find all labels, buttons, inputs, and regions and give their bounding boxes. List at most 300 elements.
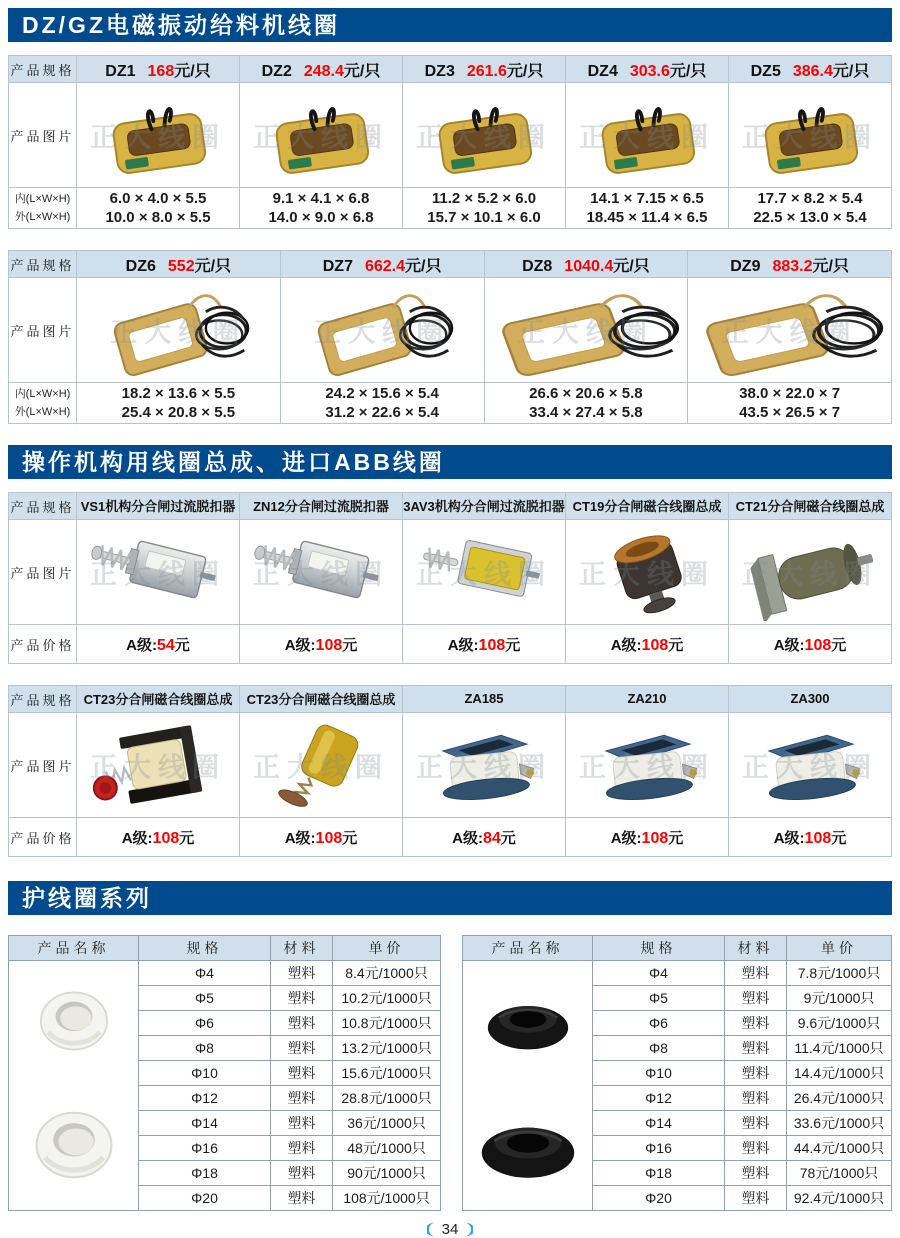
section-banner-guard xyxy=(8,881,892,915)
photo-cell-vs1 xyxy=(77,520,240,625)
inner-dims: 17.7 × 8.2 × 5.4 xyxy=(757,190,863,207)
assembly-table-2 xyxy=(8,685,892,857)
watermark-text: 正大线圈 xyxy=(314,317,451,348)
price-cell: 33.6元/1000只 xyxy=(787,1111,892,1136)
za-coil-photo xyxy=(410,718,558,814)
model-label: DZ7 xyxy=(322,257,353,275)
size-cell: Φ8 xyxy=(593,1036,725,1061)
size-cell: Φ4 xyxy=(139,961,271,986)
price-unit: 元 xyxy=(505,636,521,654)
material-cell: 塑料 xyxy=(271,1086,333,1111)
dims-dz1 xyxy=(77,188,240,229)
dz-flat-coil-photo xyxy=(696,283,884,379)
dz-flat-coil-photo xyxy=(308,283,456,379)
spec-row xyxy=(9,251,892,278)
photo-cell-za210 xyxy=(566,713,729,818)
price-amount: 54 xyxy=(157,636,175,654)
watermark-text: 正大线圈 xyxy=(253,559,389,590)
photo-row xyxy=(9,520,892,625)
dz-box-coil-photo xyxy=(736,88,884,184)
photo-label: 产品图片 xyxy=(9,713,77,818)
material-cell: 塑料 xyxy=(271,1161,333,1186)
size-cell: Φ12 xyxy=(139,1086,271,1111)
dz-box-coil-photo xyxy=(247,88,395,184)
dims-dz6 xyxy=(77,383,281,424)
price-ct23a xyxy=(77,818,240,857)
price-row xyxy=(9,625,892,664)
model-label: DZ3 xyxy=(424,62,455,80)
photo-label: 产品图片 xyxy=(9,520,77,625)
coil-assembly-photo xyxy=(84,718,232,814)
material-cell: 塑料 xyxy=(271,1036,333,1061)
guard-table-left xyxy=(8,935,441,1211)
watermark-text: 正大线圈 xyxy=(742,752,878,783)
model-label: DZ6 xyxy=(125,257,156,275)
price-za210 xyxy=(566,818,729,857)
photo-cell-dz8 xyxy=(484,278,688,383)
model-label: DZ8 xyxy=(522,257,553,275)
solenoid-yellow-photo xyxy=(410,525,558,621)
dz-table-row2 xyxy=(8,250,892,424)
spec-label: 产品规格 xyxy=(9,56,77,83)
spec-3av3 xyxy=(403,493,566,520)
guard-header-row xyxy=(9,936,441,961)
outer-dims: 10.0 × 8.0 × 5.5 xyxy=(105,209,211,226)
price-unit: 元/只 xyxy=(506,62,544,80)
dims-row xyxy=(9,383,892,424)
price-unit: 元/只 xyxy=(343,62,381,80)
price-unit: 元/只 xyxy=(832,62,870,80)
product-name: CT23分合闸磁合线圈总成 xyxy=(246,692,396,707)
price-amount: 108 xyxy=(641,636,669,654)
photo-label: 产品图片 xyxy=(9,83,77,188)
price-cell: 8.4元/1000只 xyxy=(333,961,441,986)
photo-label: 产品图片 xyxy=(9,278,77,383)
grade-label: A级: xyxy=(447,636,479,654)
photo-cell-dz3 xyxy=(403,83,566,188)
size-cell: Φ10 xyxy=(593,1061,725,1086)
size-cell: Φ20 xyxy=(593,1186,725,1211)
material-cell: 塑料 xyxy=(725,1186,787,1211)
spec-za185 xyxy=(403,686,566,713)
product-name: VS1机构分合闸过流脱扣器 xyxy=(80,499,236,514)
product-name: ZN12分合闸过流脱扣器 xyxy=(253,499,389,514)
dz-table-row1 xyxy=(8,55,892,229)
size-cell: Φ6 xyxy=(593,1011,725,1036)
photo-cell-za185 xyxy=(403,713,566,818)
material-cell: 塑料 xyxy=(725,1036,787,1061)
dz-box-coil-photo xyxy=(573,88,721,184)
price-cell: 44.4元/1000只 xyxy=(787,1136,892,1161)
product-name: CT23分合闸磁合线圈总成 xyxy=(83,692,233,707)
model-label: DZ1 xyxy=(105,62,136,80)
coil-assembly-photo xyxy=(247,718,395,814)
unit-price-header: 单价 xyxy=(333,936,441,961)
price-unit: 元 xyxy=(668,829,684,847)
material-cell: 塑料 xyxy=(271,1186,333,1211)
watermark-text: 正大线圈 xyxy=(416,122,552,153)
spec-dz5 xyxy=(729,56,892,83)
size-cell: Φ16 xyxy=(139,1136,271,1161)
price-amount: 108 xyxy=(804,829,832,847)
price-row xyxy=(9,818,892,857)
model-label: DZ4 xyxy=(587,62,618,80)
watermark-text: 正大线圈 xyxy=(110,317,247,348)
size-header: 规格 xyxy=(139,936,271,961)
dims-label xyxy=(9,188,77,229)
price-unit: 元/只 xyxy=(405,257,442,275)
price-amount: 883.2 xyxy=(772,257,813,275)
material-cell: 塑料 xyxy=(725,1161,787,1186)
size-cell: Φ12 xyxy=(593,1086,725,1111)
price-unit: 元/只 xyxy=(812,257,849,275)
watermark-text: 正大线圈 xyxy=(90,122,226,153)
crescent-left-icon xyxy=(427,1222,439,1237)
size-cell: Φ6 xyxy=(139,1011,271,1036)
price-amount: 303.6 xyxy=(629,62,670,80)
inner-dims: 18.2 × 13.6 × 5.5 xyxy=(121,385,236,402)
price-za300 xyxy=(729,818,892,857)
photo-cell-dz5 xyxy=(729,83,892,188)
size-cell: Φ14 xyxy=(139,1111,271,1136)
product-name: ZA300 xyxy=(790,691,830,706)
spec-zn12 xyxy=(240,493,403,520)
photo-cell-ct23a xyxy=(77,713,240,818)
dims-dz5 xyxy=(729,188,892,229)
spec-dz9 xyxy=(688,251,892,278)
outer-label: 外(L×W×H) xyxy=(14,211,71,223)
material-cell: 塑料 xyxy=(271,1061,333,1086)
dz-flat-coil-photo xyxy=(104,283,252,379)
price-unit: 元 xyxy=(831,636,847,654)
price-label: 产品价格 xyxy=(9,818,77,857)
inner-label: 内(L×W×H) xyxy=(14,193,71,205)
photo-cell-dz6 xyxy=(77,278,281,383)
spec-row xyxy=(9,493,892,520)
dz-box-coil-photo xyxy=(410,88,558,184)
photo-cell-dz1 xyxy=(77,83,240,188)
size-cell: Φ16 xyxy=(593,1136,725,1161)
price-ct21 xyxy=(729,625,892,664)
spec-label: 产品规格 xyxy=(9,493,77,520)
material-cell: 塑料 xyxy=(271,961,333,986)
price-cell: 108元/1000只 xyxy=(333,1186,441,1211)
outer-dims: 22.5 × 13.0 × 5.4 xyxy=(753,209,867,226)
guard-table-right xyxy=(462,935,892,1211)
price-amount: 84 xyxy=(483,829,501,847)
photo-cell-za300 xyxy=(729,713,892,818)
dims-row xyxy=(9,188,892,229)
material-cell: 塑料 xyxy=(271,1136,333,1161)
price-3av3 xyxy=(403,625,566,664)
price-cell: 92.4元/1000只 xyxy=(787,1186,892,1211)
coil-assembly-photo xyxy=(736,525,884,621)
inner-dims: 6.0 × 4.0 × 5.5 xyxy=(109,190,207,207)
guard-tables xyxy=(8,935,892,1211)
name-header: 产品名称 xyxy=(463,936,593,961)
watermark-text: 正大线圈 xyxy=(721,317,858,348)
outer-dims: 31.2 × 22.6 × 5.4 xyxy=(325,404,439,421)
grade-label: A级: xyxy=(452,829,483,847)
spec-label: 产品规格 xyxy=(9,251,77,278)
material-cell: 塑料 xyxy=(271,1011,333,1036)
price-cell: 9.6元/1000只 xyxy=(787,1011,892,1036)
size-cell: Φ8 xyxy=(139,1036,271,1061)
watermark-text: 正大线圈 xyxy=(742,122,878,153)
material-cell: 塑料 xyxy=(725,1136,787,1161)
model-label: DZ5 xyxy=(750,62,781,80)
price-unit: 元 xyxy=(500,829,516,847)
name-header: 产品名称 xyxy=(9,936,139,961)
price-unit: 元/只 xyxy=(669,62,707,80)
spec-ct23a xyxy=(77,686,240,713)
solenoid-photo xyxy=(84,525,232,621)
grade-label: A级: xyxy=(610,636,642,654)
size-cell: Φ18 xyxy=(139,1161,271,1186)
material-cell: 塑料 xyxy=(725,1011,787,1036)
size-header: 规格 xyxy=(593,936,725,961)
table-row xyxy=(463,961,892,986)
crescent-right-icon xyxy=(461,1222,473,1237)
grade-label: A级: xyxy=(126,636,157,654)
price-amount: 108 xyxy=(152,829,180,847)
section-title: DZ/GZ电磁振动给料机线圈 xyxy=(22,12,340,38)
price-cell: 36元/1000只 xyxy=(333,1111,441,1136)
outer-dims: 25.4 × 20.8 × 5.5 xyxy=(121,404,236,421)
coil-assembly-photo xyxy=(573,525,721,621)
inner-dims: 9.1 × 4.1 × 6.8 xyxy=(272,190,370,207)
outer-dims: 33.4 × 27.4 × 5.8 xyxy=(529,404,643,421)
size-cell: Φ5 xyxy=(139,986,271,1011)
photo-row xyxy=(9,278,892,383)
section-banner-assembly xyxy=(8,445,892,479)
table-row xyxy=(9,961,441,986)
material-cell: 塑料 xyxy=(725,1061,787,1086)
spec-dz1 xyxy=(77,56,240,83)
za-coil-photo xyxy=(736,718,884,814)
price-amount: 108 xyxy=(641,829,669,847)
photo-cell-ct19 xyxy=(566,520,729,625)
inner-dims: 11.2 × 5.2 × 6.0 xyxy=(431,190,537,207)
photo-cell-dz4 xyxy=(566,83,729,188)
product-name: ZA185 xyxy=(464,691,504,706)
inner-dims: 38.0 × 22.0 × 7 xyxy=(739,385,841,402)
spec-ct21 xyxy=(729,493,892,520)
price-cell: 10.8元/1000只 xyxy=(333,1011,441,1036)
model-label: DZ2 xyxy=(261,62,292,80)
spec-dz8 xyxy=(484,251,688,278)
price-cell: 10.2元/1000只 xyxy=(333,986,441,1011)
watermark-text: 正大线圈 xyxy=(416,752,552,783)
price-unit: 元 xyxy=(179,829,195,847)
watermark-text: 正大线圈 xyxy=(579,752,715,783)
spec-dz7 xyxy=(280,251,484,278)
grade-label: A级: xyxy=(773,829,805,847)
price-cell: 15.6元/1000只 xyxy=(333,1061,441,1086)
price-amount: 261.6 xyxy=(466,62,507,80)
watermark-text: 正大线圈 xyxy=(517,317,654,348)
outer-dims: 18.45 × 11.4 × 6.5 xyxy=(586,209,708,226)
price-amount: 1040.4 xyxy=(564,257,614,275)
material-cell: 塑料 xyxy=(725,986,787,1011)
photo-cell-dz2 xyxy=(240,83,403,188)
spec-vs1 xyxy=(77,493,240,520)
price-vs1 xyxy=(77,625,240,664)
size-cell: Φ18 xyxy=(593,1161,725,1186)
product-name: CT19分合闸磁合线圈总成 xyxy=(572,499,722,514)
spec-row xyxy=(9,56,892,83)
grade-label: A级: xyxy=(610,829,642,847)
nylon-ring-photo xyxy=(22,1103,126,1187)
price-cell: 26.4元/1000只 xyxy=(787,1086,892,1111)
price-cell: 13.2元/1000只 xyxy=(333,1036,441,1061)
watermark-text: 正大线圈 xyxy=(90,752,226,783)
dims-dz8 xyxy=(484,383,688,424)
price-unit: 元 xyxy=(668,636,684,654)
nylon-ring-photo xyxy=(28,984,120,1058)
outer-dims: 43.5 × 26.5 × 7 xyxy=(739,404,841,421)
price-ct23b xyxy=(240,818,403,857)
photo-cell-ct23b xyxy=(240,713,403,818)
watermark-text: 正大线圈 xyxy=(253,752,389,783)
spec-dz2 xyxy=(240,56,403,83)
photo-cell-3av3 xyxy=(403,520,566,625)
section-title: 护线圈系列 xyxy=(22,885,152,911)
photo-cell-dz9 xyxy=(688,278,892,383)
price-amount: 662.4 xyxy=(364,257,406,275)
material-cell: 塑料 xyxy=(271,986,333,1011)
price-amount: 108 xyxy=(315,636,343,654)
outer-dims: 14.0 × 9.0 × 6.8 xyxy=(268,209,374,226)
price-unit: 元 xyxy=(342,636,358,654)
product-name: ZA210 xyxy=(627,691,667,706)
size-cell: Φ5 xyxy=(593,986,725,1011)
inner-label: 内(L×W×H) xyxy=(14,388,71,400)
material-cell: 塑料 xyxy=(725,961,787,986)
inner-dims: 26.6 × 20.6 × 5.8 xyxy=(529,385,643,402)
price-amount: 386.4 xyxy=(792,62,833,80)
watermark-text: 正大线圈 xyxy=(253,122,389,153)
spec-za210 xyxy=(566,686,729,713)
price-cell: 7.8元/1000只 xyxy=(787,961,892,986)
dims-dz4 xyxy=(566,188,729,229)
price-ct19 xyxy=(566,625,729,664)
price-label: 产品价格 xyxy=(9,625,77,664)
price-cell: 90元/1000只 xyxy=(333,1161,441,1186)
photo-row xyxy=(9,83,892,188)
spec-ct23b xyxy=(240,686,403,713)
inner-dims: 14.1 × 7.15 × 6.5 xyxy=(590,190,704,207)
inner-dims: 24.2 × 15.6 × 5.4 xyxy=(325,385,439,402)
photo-row xyxy=(9,713,892,818)
dims-dz2 xyxy=(240,188,403,229)
price-amount: 108 xyxy=(478,636,506,654)
spec-row xyxy=(9,686,892,713)
rubber-grommet-photo xyxy=(482,984,574,1058)
dims-dz7 xyxy=(280,383,484,424)
price-cell: 11.4元/1000只 xyxy=(787,1036,892,1061)
price-cell: 48元/1000只 xyxy=(333,1136,441,1161)
material-cell: 塑料 xyxy=(271,1111,333,1136)
photo-cell-zn12 xyxy=(240,520,403,625)
price-cell: 78元/1000只 xyxy=(787,1161,892,1186)
spec-dz4 xyxy=(566,56,729,83)
watermark-text: 正大线圈 xyxy=(416,559,552,590)
price-amount: 248.4 xyxy=(303,62,344,80)
price-unit: 元 xyxy=(174,636,190,654)
spec-za300 xyxy=(729,686,892,713)
model-label: DZ9 xyxy=(730,257,761,275)
spec-label: 产品规格 xyxy=(9,686,77,713)
price-amount: 108 xyxy=(804,636,832,654)
outer-dims: 15.7 × 10.1 × 6.0 xyxy=(427,209,541,226)
watermark-text: 正大线圈 xyxy=(579,122,715,153)
guard-photo-cell xyxy=(9,961,139,1211)
guard-header-row xyxy=(463,936,892,961)
price-unit: 元 xyxy=(342,829,358,847)
watermark-text: 正大线圈 xyxy=(742,559,878,590)
grade-label: A级: xyxy=(284,829,316,847)
material-header: 材料 xyxy=(271,936,333,961)
material-cell: 塑料 xyxy=(725,1111,787,1136)
size-cell: Φ4 xyxy=(593,961,725,986)
solenoid-photo xyxy=(247,525,395,621)
section-title: 操作机构用线圈总成、进口ABB线圈 xyxy=(22,449,445,475)
dz-box-coil-photo xyxy=(84,88,232,184)
za-coil-photo xyxy=(573,718,721,814)
dims-label xyxy=(9,383,77,424)
price-unit: 元 xyxy=(831,829,847,847)
photo-cell-ct21 xyxy=(729,520,892,625)
price-unit: 元/只 xyxy=(194,257,232,275)
grade-label: A级: xyxy=(773,636,805,654)
watermark-text: 正大线圈 xyxy=(579,559,715,590)
material-cell: 塑料 xyxy=(725,1086,787,1111)
dims-dz3 xyxy=(403,188,566,229)
spec-ct19 xyxy=(566,493,729,520)
grade-label: A级: xyxy=(121,829,153,847)
price-amount: 168 xyxy=(147,62,175,80)
size-cell: Φ14 xyxy=(593,1111,725,1136)
product-name: 3AV3机构分合闸过流脱扣器 xyxy=(403,499,565,514)
outer-label: 外(L×W×H) xyxy=(14,406,71,418)
spec-dz6 xyxy=(77,251,281,278)
material-header: 材料 xyxy=(725,936,787,961)
dz-flat-coil-photo xyxy=(492,283,680,379)
assembly-table-1 xyxy=(8,492,892,664)
spec-dz3 xyxy=(403,56,566,83)
page-number: 34 xyxy=(441,1221,459,1238)
product-name: CT21分合闸磁合线圈总成 xyxy=(735,499,885,514)
photo-cell-dz7 xyxy=(280,278,484,383)
watermark-text: 正大线圈 xyxy=(90,559,226,590)
unit-price-header: 单价 xyxy=(787,936,892,961)
section-banner-dz xyxy=(8,8,892,42)
price-unit: 元/只 xyxy=(174,62,211,80)
size-cell: Φ10 xyxy=(139,1061,271,1086)
page-footer xyxy=(8,1221,892,1238)
price-amount: 108 xyxy=(315,829,343,847)
dims-dz9 xyxy=(688,383,892,424)
price-amount: 552 xyxy=(167,257,195,275)
price-za185 xyxy=(403,818,566,857)
rubber-grommet-photo xyxy=(475,1103,581,1187)
price-cell: 9元/1000只 xyxy=(787,986,892,1011)
price-cell: 14.4元/1000只 xyxy=(787,1061,892,1086)
price-unit: 元/只 xyxy=(613,257,650,275)
guard-photo-cell xyxy=(463,961,593,1211)
grade-label: A级: xyxy=(284,636,316,654)
